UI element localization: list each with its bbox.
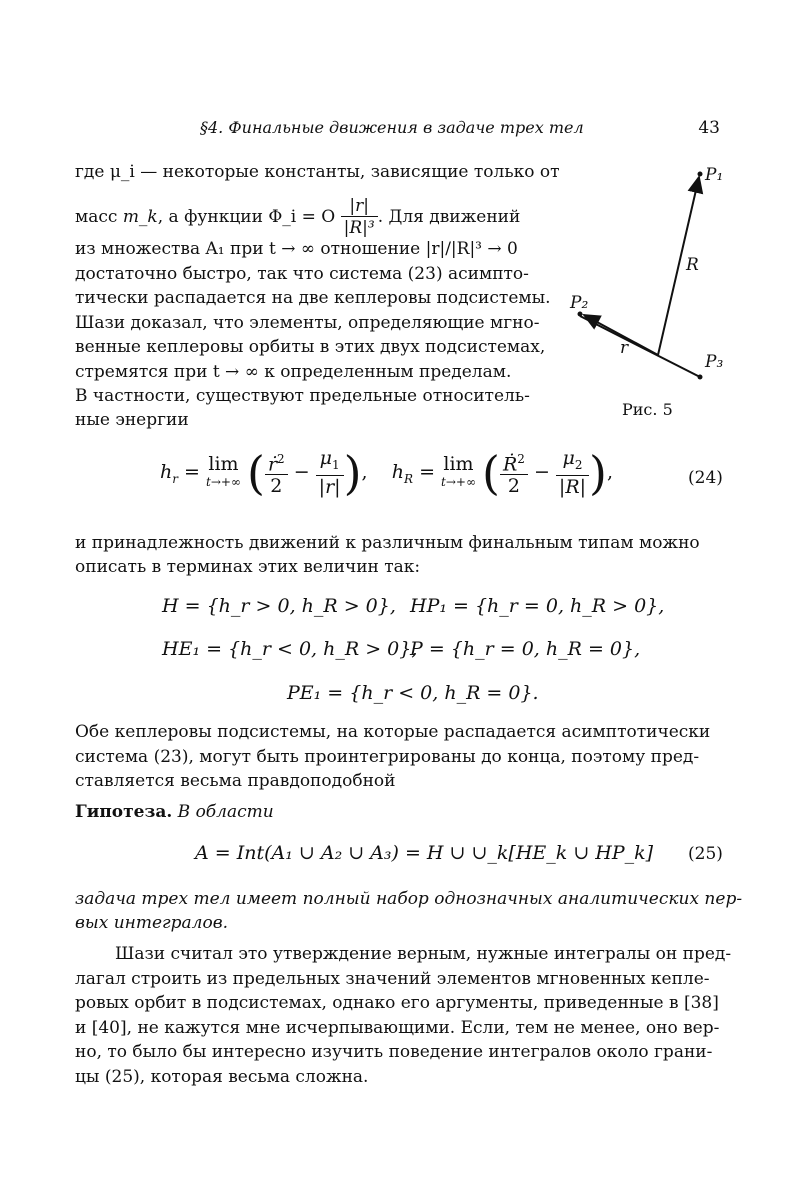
hypothesis-intro: В области bbox=[177, 802, 274, 822]
hypothesis-heading bbox=[75, 800, 274, 825]
intro-line-4: достаточно быстро, так что система (23) асимпто- bbox=[75, 264, 529, 284]
intro-line-7: венные кеплеровы орбиты в этих двух подсистемах, bbox=[75, 337, 546, 357]
equation-25-number: (25) bbox=[688, 844, 723, 864]
para4-line-1: Шази считал это утверждение верным, нужные интегралы он пред- bbox=[115, 944, 732, 964]
intro-line-5: тически распадается на две кеплеровы подсистемы. bbox=[75, 288, 551, 308]
para4-line-6: цы (25), которая весьма сложна. bbox=[75, 1067, 369, 1087]
phi-fraction: $\frac{|r|}{\text{|R|³}}$ bbox=[341, 196, 378, 239]
intro-line-3: из множества A₁ при t → ∞ отношение |r|/|R|³ → 0 bbox=[75, 239, 518, 259]
equation-24-number: (24) bbox=[688, 468, 723, 488]
equation-25: A = Int(A₁ ∪ A₂ ∪ A₃) = H ∪ ∪_k[HE_k ∪ HP_k] bbox=[195, 842, 654, 864]
para3-line-2: система (23), могут быть проинтегрированы до конца, поэтому пред- bbox=[75, 747, 700, 767]
intro-line-9: В частности, существуют предельные относитель- bbox=[75, 386, 530, 406]
equation-24: $h_r = \lim$ t→+∞ ( $\frac{ṙ^2}{2}$ − $\frac{\mu_1}{|r|}$ ), $h_R = \lim$ t→+∞ ( $\frac{Ṙ^2}{2}$ − $\frac{\mu_2}{|R|}$ ), bbox=[160, 445, 614, 500]
point-p1 bbox=[698, 172, 703, 177]
para2-line-1: и принадлежность движений к различным финальным типам можно bbox=[75, 533, 700, 553]
set-P: P = {h_r = 0, h_R = 0}, bbox=[410, 638, 641, 660]
page-number: 43 bbox=[698, 118, 720, 138]
intro-line-2-start: масс bbox=[75, 207, 118, 227]
hypothesis-label: Гипотеза. bbox=[75, 802, 173, 822]
intro-line-2 bbox=[75, 196, 520, 239]
para4-line-3: ровых орбит в подсистемах, однако его аргументы, приведенные в [38] bbox=[75, 993, 719, 1013]
point-p3 bbox=[698, 375, 703, 380]
intro-line-10: ные энергии bbox=[75, 410, 189, 430]
label-R: R bbox=[686, 255, 699, 275]
hypothesis-line-1: задача трех тел имеет полный набор однозначных аналитических пер- bbox=[75, 889, 743, 909]
running-header bbox=[200, 118, 720, 140]
intro-line-1: где μ_i — некоторые константы, зависящие только от bbox=[75, 162, 560, 182]
intro-line-2-var: m_k bbox=[122, 207, 158, 227]
intro-line-6: Шази доказал, что элементы, определяющие мгно- bbox=[75, 313, 540, 333]
label-p1: P₁ bbox=[705, 165, 724, 185]
set-HE1: HE₁ = {h_r < 0, h_R > 0}, bbox=[162, 638, 418, 660]
set-PE1: PE₁ = {h_r < 0, h_R = 0}. bbox=[287, 682, 539, 704]
para4-line-5: но, то было бы интересно изучить поведение интегралов около грани- bbox=[75, 1042, 713, 1062]
para3-line-3: ставляется весьма правдоподобной bbox=[75, 771, 396, 791]
para2-line-2: описать в терминах этих величин так: bbox=[75, 557, 421, 577]
set-H: H = {h_r > 0, h_R > 0}, bbox=[162, 595, 396, 617]
para4-line-4: и [40], не кажутся мне исчерпывающими. Если, тем не менее, оно вер- bbox=[75, 1018, 720, 1038]
intro-line-8: стремятся при t → ∞ к определенным пределам. bbox=[75, 362, 512, 382]
label-p2: P₂ bbox=[570, 293, 589, 313]
para4-line-2: лагал строить из предельных значений элементов мгновенных кепле- bbox=[75, 969, 710, 989]
line-p3-p2 bbox=[580, 316, 700, 377]
label-p3: P₃ bbox=[705, 352, 724, 372]
section-title: §4. Финальные движения в задаче трех тел bbox=[200, 118, 584, 137]
figure-caption: Рис. 5 bbox=[622, 400, 673, 419]
set-HP1: HP₁ = {h_r = 0, h_R > 0}, bbox=[410, 595, 665, 617]
intro-line-2-end: . Для движений bbox=[377, 207, 521, 227]
hypothesis-line-2: вых интегралов. bbox=[75, 913, 229, 933]
para3-line-1: Обе кеплеровы подсистемы, на которые распадается асимптотически bbox=[75, 722, 711, 742]
label-r: r bbox=[620, 338, 629, 358]
intro-line-2-mid: , а функции Φ_i = O bbox=[157, 207, 336, 227]
